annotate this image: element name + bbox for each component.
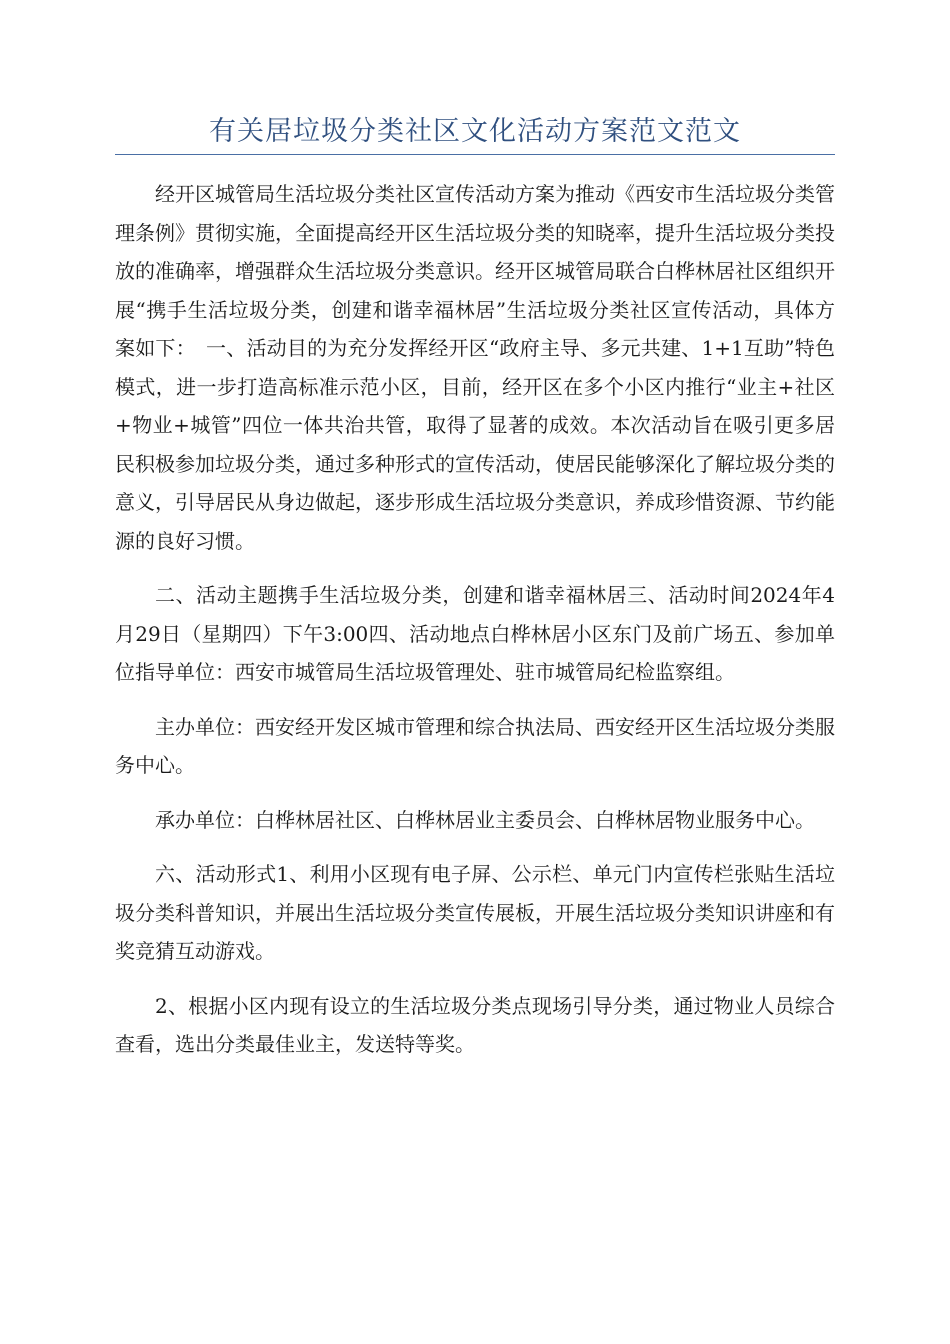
paragraph-6: 2、根据小区内现有设立的生活垃圾分类点现场引导分类，通过物业人员综合查看，选出分类最佳业主，发送特等奖。 xyxy=(115,993,835,1056)
paragraph-5: 六、活动形式1、利用小区现有电子屏、公示栏、单元门内宣传栏张贴生活垃圾分类科普知识，并展出生活垃圾分类宣传展板，开展生活垃圾分类知识讲座和有奖竞猜互动游戏。 xyxy=(115,862,835,963)
paragraph-2: 二、活动主题携手生活垃圾分类，创建和谐幸福林居三、活动时间2024年4月29日（星期四）下午3:00四、活动地点白桦林居小区东门及前广场五、参加单位指导单位：西安市城管局生活垃圾管理处、驻市城管局纪检监察组。 xyxy=(115,583,835,684)
document-page xyxy=(115,112,835,1080)
paragraph-4: 承办单位：白桦林居社区、白桦林居业主委员会、白桦林居物业服务中心。 xyxy=(155,807,815,832)
paragraph-3: 主办单位：西安经开发区城市管理和综合执法局、西安经开区生活垃圾分类服务中心。 xyxy=(115,714,835,777)
document-title: 有关居垃圾分类社区文化活动方案范文范文 xyxy=(209,116,741,147)
document-body xyxy=(115,175,835,1064)
paragraph-1: 经开区城管局生活垃圾分类社区宣传活动方案为推动《西安市生活垃圾分类管理条例》贯彻实施，全面提高经开区生活垃圾分类的知晓率，提升生活垃圾分类投放的准确率，增强群众生活垃圾分类意识。经开区城管局联合白桦林居社区组织开展“携手生活垃圾分类，创建和谐幸福林居”生活垃圾分类社区宣传活动，具体方案如下： 一、活动目的为充分发挥经开区“政府主导、多元共建、1+1互助”特色模式，进一步打造高标准示范小区，目前，经开区在多个小区内推行“业主+社区+物业+城管”四位一体共治共管，取得了显著的成效。本次活动旨在吸引更多居民积极参加垃圾分类，通过多种形式的宣传活动，使居民能够深化了解垃圾分类的意义，引导居民从身边做起，逐步形成生活垃圾分类意识，养成珍惜资源、节约能源的良好习惯。 xyxy=(115,182,835,553)
title-underline xyxy=(115,154,835,155)
